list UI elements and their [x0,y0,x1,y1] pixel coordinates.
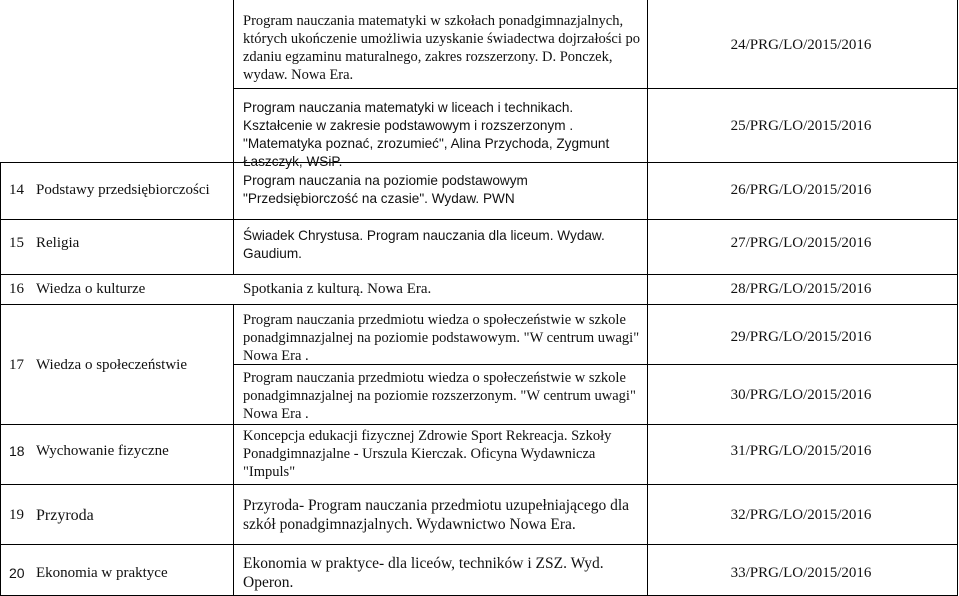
row-divider [0,544,958,545]
program-description: Ekonomia w praktyce- dla liceów, techników i ZSZ. Wyd. Operon. [243,555,604,591]
program-code: 26/PRG/LO/2015/2016 [730,182,872,198]
subject-name: Wiedza o kulturze [36,281,146,297]
program-code: 29/PRG/LO/2015/2016 [730,329,872,345]
row-number: 20 [9,565,25,581]
program-description: Program nauczania matematyki w liceach i technikach. Kształcenie w zakresie podstawowym i rozszerzonym . "Matematyka poznać, zrozumieć", Alina Przychoda, Zygmunt Łaszczyk, WSiP. [243,100,610,169]
row-divider [0,219,958,220]
table-divider-code [647,0,648,596]
program-description: Program nauczania matematyki w szkołach ponadgimnazjalnych, których ukończenie umożliwia uzyskanie świadectwa dojrzałości po zdaniu egzaminu maturalnego, zakres rozszerzony. D. Ponczek, wydaw. Nowa Era. [243,13,641,83]
subject-name: Wychowanie fizyczne [36,443,169,459]
program-description: Spotkania z kulturą. Nowa Era. [243,281,432,297]
subject-name: Podstawy przedsiębiorczości [36,182,210,198]
program-code: 25/PRG/LO/2015/2016 [730,118,872,134]
program-description: Program nauczania przedmiotu wiedza o społeczeństwie w szkole ponadgimnazjalnej na poziomie podstawowym. "W centrum uwagi" Nowa Era . [243,312,640,364]
program-code: 32/PRG/LO/2015/2016 [730,507,872,523]
subject-name: Przyroda [36,507,94,524]
program-code: 24/PRG/LO/2015/2016 [730,37,872,53]
table-divider-subject [233,0,234,274]
program-code: 27/PRG/LO/2015/2016 [730,235,872,251]
program-code: 30/PRG/LO/2015/2016 [730,387,872,403]
row-number: 19 [9,507,24,523]
program-description: Program nauczania na poziomie podstawowym "Przedsiębiorczość na czasie". Wydaw. PWN [243,173,528,206]
row-number: 18 [9,443,25,459]
program-code: 28/PRG/LO/2015/2016 [730,281,872,297]
row-divider [0,304,958,305]
row-number: 17 [9,357,24,373]
program-description: Koncepcja edukacji fizycznej Zdrowie Sport Rekreacja. Szkoły Ponadgimnazjalne - Urszula Kierczak. Oficyna Wydawnicza "Impuls" [243,428,612,480]
program-description: Przyroda- Program nauczania przedmiotu uzupełniającego dla szkół ponadgimnazjalnych. Wydawnictwo Nowa Era. [243,497,630,533]
program-description: Świadek Chrystusa. Program nauczania dla liceum. Wydaw. Gaudium. [243,228,605,261]
program-code: 33/PRG/LO/2015/2016 [730,565,872,581]
row-number: 16 [9,281,24,297]
row-divider [0,424,958,425]
table-border-left [0,162,1,596]
row-number: 15 [9,235,24,251]
row-divider [0,484,958,485]
table-divider-subject [233,304,234,596]
table-border-right [957,0,958,596]
program-code: 31/PRG/LO/2015/2016 [730,443,872,459]
subject-name: Wiedza o społeczeństwie [36,357,187,373]
row-divider [0,274,958,275]
row-number: 14 [9,182,24,198]
subject-name: Religia [36,235,80,251]
row-divider [233,88,958,89]
subject-name: Ekonomia w praktyce [36,565,168,581]
program-description: Program nauczania przedmiotu wiedza o społeczeństwie w szkole ponadgimnazjalnej na poziomie rozszerzonym. "W centrum uwagi" Nowa Era . [243,370,636,422]
